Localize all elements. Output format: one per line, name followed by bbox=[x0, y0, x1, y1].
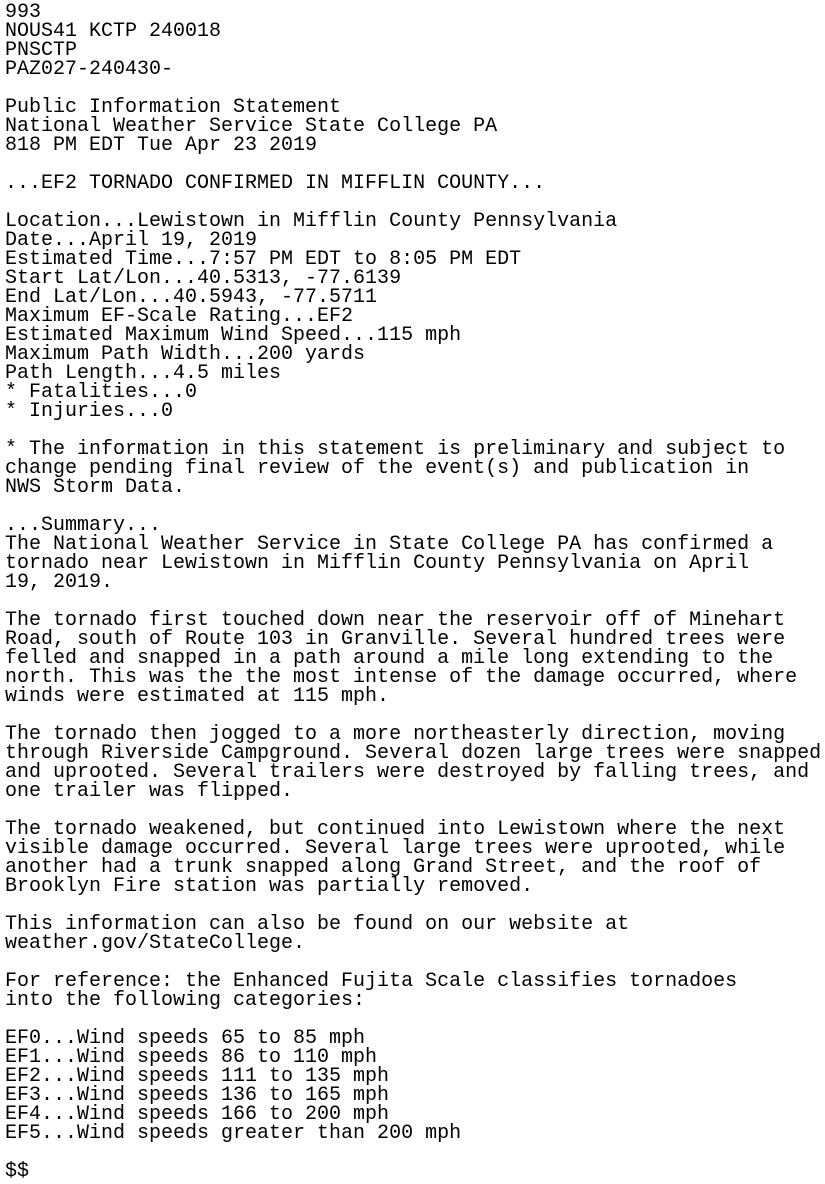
statement-line: tornado near Lewistown in Mifflin County Pennsylvania on April bbox=[5, 552, 750, 575]
statement-line: weather.gov/StateCollege. bbox=[5, 932, 306, 955]
statement-line: The tornado weakened, but continued into Lewistown where the next bbox=[5, 818, 786, 841]
statement-line: ...Summary... bbox=[5, 514, 162, 537]
statement-line: EF1...Wind speeds 86 to 110 mph bbox=[5, 1046, 378, 1069]
statement-line: Brooklyn Fire station was partially removed. bbox=[5, 875, 534, 898]
statement-line: NWS Storm Data. bbox=[5, 476, 186, 499]
statement-line: visible damage occurred. Several large trees were uprooted, while bbox=[5, 837, 786, 860]
statement-line: Path Length...4.5 miles bbox=[5, 362, 282, 385]
statement-line: EF4...Wind speeds 166 to 200 mph bbox=[5, 1103, 390, 1126]
statement-line: Estimated Maximum Wind Speed...115 mph bbox=[5, 324, 462, 347]
statement-line: EF0...Wind speeds 65 to 85 mph bbox=[5, 1027, 366, 1050]
statement-line: one trailer was flipped. bbox=[5, 780, 294, 803]
statement-line: winds were estimated at 115 mph. bbox=[5, 685, 390, 708]
statement-line: 993 bbox=[5, 1, 42, 24]
statement-line: through Riverside Campground. Several dozen large trees were snapped bbox=[5, 742, 822, 765]
statement-line: Maximum EF-Scale Rating...EF2 bbox=[5, 305, 354, 328]
statement-line: and uprooted. Several trailers were destroyed by falling trees, and bbox=[5, 761, 810, 784]
statement-line: change pending final review of the event(s) and publication in bbox=[5, 457, 750, 480]
statement-line: 19, 2019. bbox=[5, 571, 114, 594]
statement-line: Public Information Statement bbox=[5, 96, 342, 119]
statement-line: Maximum Path Width...200 yards bbox=[5, 343, 366, 366]
statement-line: * The information in this statement is preliminary and subject to bbox=[5, 438, 786, 461]
statement-line: Location...Lewistown in Mifflin County Pennsylvania bbox=[5, 210, 618, 233]
statement-line: $$ bbox=[5, 1160, 30, 1183]
statement-line: * Fatalities...0 bbox=[5, 381, 198, 404]
statement-line: 818 PM EDT Tue Apr 23 2019 bbox=[5, 134, 318, 157]
statement-line: The tornado then jogged to a more northeasterly direction, moving bbox=[5, 723, 786, 746]
statement-line: This information can also be found on our website at bbox=[5, 913, 630, 936]
statement-line: PAZ027-240430- bbox=[5, 58, 174, 81]
statement-line: For reference: the Enhanced Fujita Scale classifies tornadoes bbox=[5, 970, 738, 993]
statement-line: Road, south of Route 103 in Granville. Several hundred trees were bbox=[5, 628, 786, 651]
statement-line: NOUS41 KCTP 240018 bbox=[5, 20, 222, 43]
statement-line: * Injuries...0 bbox=[5, 400, 174, 423]
statement-line: National Weather Service State College PA bbox=[5, 115, 498, 138]
statement-line: End Lat/Lon...40.5943, -77.5711 bbox=[5, 286, 378, 309]
statement-line: ...EF2 TORNADO CONFIRMED IN MIFFLIN COUNTY... bbox=[5, 172, 546, 195]
statement-line: The tornado first touched down near the reservoir off of Minehart bbox=[5, 609, 786, 632]
statement-line: The National Weather Service in State College PA has confirmed a bbox=[5, 533, 774, 556]
statement-line: EF2...Wind speeds 111 to 135 mph bbox=[5, 1065, 390, 1088]
statement-line: EF3...Wind speeds 136 to 165 mph bbox=[5, 1084, 390, 1107]
statement-line: Start Lat/Lon...40.5313, -77.6139 bbox=[5, 267, 402, 290]
statement-line: felled and snapped in a path around a mile long extending to the bbox=[5, 647, 774, 670]
statement-line bbox=[5, 1143, 825, 1162]
statement-line: PNSCTP bbox=[5, 39, 78, 62]
statement-line: north. This was the the most intense of the damage occurred, where bbox=[5, 666, 798, 689]
statement-line: Date...April 19, 2019 bbox=[5, 229, 258, 252]
statement-line: into the following categories: bbox=[5, 989, 366, 1012]
statement-line: EF5...Wind speeds greater than 200 mph bbox=[5, 1122, 462, 1145]
statement-line: another had a trunk snapped along Grand Street, and the roof of bbox=[5, 856, 762, 879]
statement-line: Estimated Time...7:57 PM EDT to 8:05 PM EDT bbox=[5, 248, 522, 271]
